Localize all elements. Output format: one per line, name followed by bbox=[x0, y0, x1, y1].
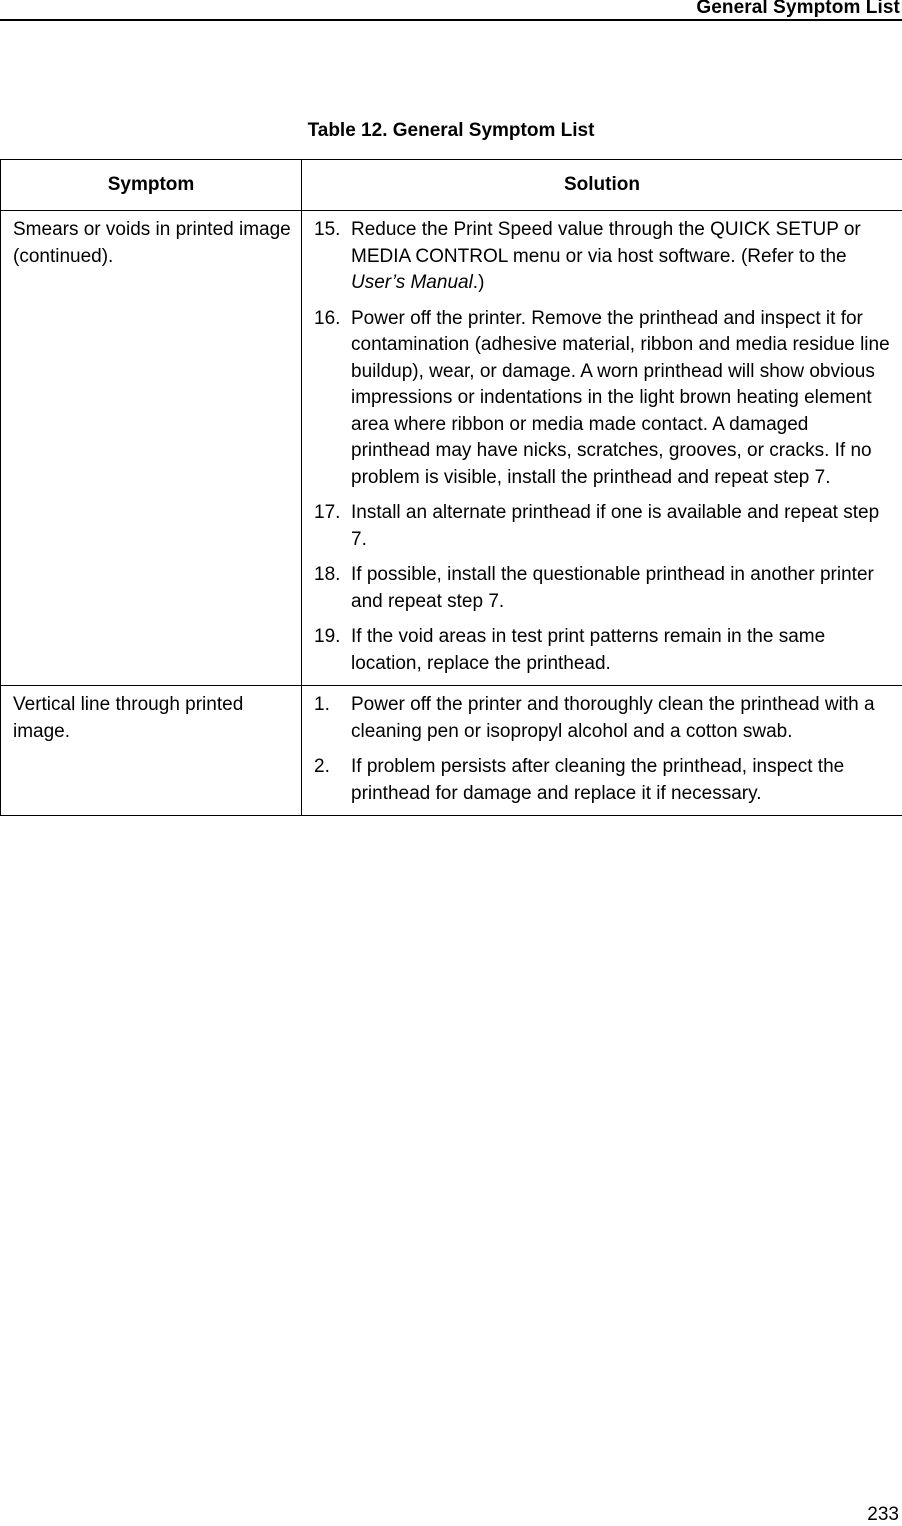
table-caption: Table 12. General Symptom List bbox=[0, 120, 902, 142]
symptom-cell: Vertical line through printed image. bbox=[1, 686, 302, 816]
step-text: Power off the printer. Remove the printhead and inspect it for contamination (adhesive material, ribbon and media residue line buildup), wear, or damage. A worn printhead will show obvious impressions or indentations in the light brown heating element area where ribbon or media made contact. A damaged printhead may have nicks, scratches, grooves, or cracks. If no problem is visible, install the printhead and repeat step 7. bbox=[351, 306, 892, 492]
step-number: 2. bbox=[314, 754, 351, 807]
step-number: 16. bbox=[314, 306, 351, 492]
step-text: Install an alternate printhead if one is available and repeat step 7. bbox=[351, 500, 892, 553]
table-header-row bbox=[1, 160, 902, 211]
step-number: 15. bbox=[314, 217, 351, 297]
running-header bbox=[0, 0, 902, 21]
manual-reference: User’s Manual bbox=[351, 272, 473, 293]
solution-step bbox=[314, 692, 892, 745]
running-header-title: General Symptom List bbox=[696, 0, 900, 19]
step-text: If the void areas in test print patterns remain in the same location, replace the printhead. bbox=[351, 624, 892, 677]
step-text: Power off the printer and thoroughly clean the printhead with a cleaning pen or isopropyl alcohol and a cotton swab. bbox=[351, 692, 892, 745]
solution-step bbox=[314, 624, 892, 677]
step-text: If possible, install the questionable printhead in another printer and repeat step 7. bbox=[351, 562, 892, 615]
column-header-symptom: Symptom bbox=[1, 160, 302, 211]
solution-cell bbox=[302, 211, 902, 686]
step-text: If problem persists after cleaning the printhead, inspect the printhead for damage and replace it if necessary. bbox=[351, 754, 892, 807]
solution-step bbox=[314, 754, 892, 807]
step-number: 1. bbox=[314, 692, 351, 745]
solution-step bbox=[314, 500, 892, 553]
step-number: 19. bbox=[314, 624, 351, 677]
solution-cell bbox=[302, 686, 902, 816]
page-number: 233 bbox=[867, 1504, 899, 1526]
symptom-table bbox=[0, 159, 902, 816]
step-number: 18. bbox=[314, 562, 351, 615]
table-row bbox=[1, 211, 902, 686]
step-text-part: .) bbox=[473, 272, 485, 293]
step-number: 17. bbox=[314, 500, 351, 553]
symptom-cell: Smears or voids in printed image (continued). bbox=[1, 211, 302, 686]
solution-step bbox=[314, 562, 892, 615]
solution-step bbox=[314, 306, 892, 492]
column-header-solution: Solution bbox=[302, 160, 902, 211]
table-row bbox=[1, 686, 902, 816]
solution-step bbox=[314, 217, 892, 297]
step-text bbox=[351, 217, 892, 297]
step-text-part: Reduce the Print Speed value through the QUICK SETUP or MEDIA CONTROL menu or via host software. (Refer to the bbox=[351, 219, 861, 267]
